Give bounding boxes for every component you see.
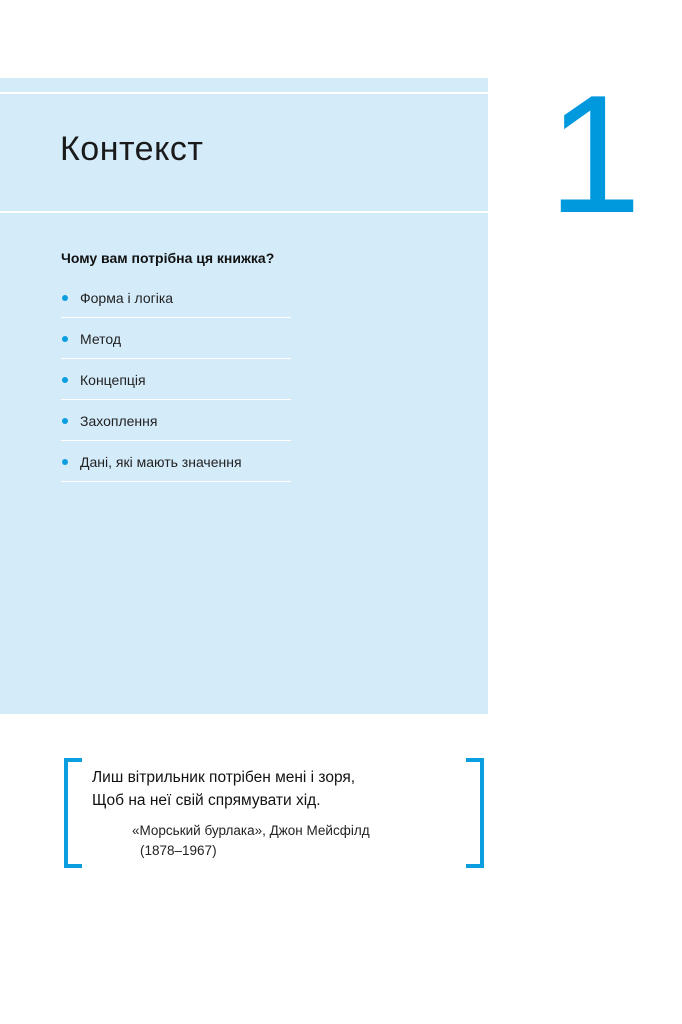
epigraph-line-1: Лиш вітрильник потрібен мені і зоря, xyxy=(92,769,356,786)
bullet-icon xyxy=(62,459,68,465)
list-item-label: Метод xyxy=(80,330,122,347)
right-bracket-icon xyxy=(466,758,484,868)
epigraph-attribution-years: (1878–1967) xyxy=(140,843,217,858)
list-item xyxy=(61,360,291,400)
bullet-icon xyxy=(62,418,68,424)
bullet-icon xyxy=(62,295,68,301)
list-item xyxy=(61,278,291,318)
list-item-label: Форма і логіка xyxy=(80,289,174,306)
list-item-label: Концепція xyxy=(80,371,146,388)
list-item-label: Дані, які мають значення xyxy=(80,453,242,470)
bullet-icon xyxy=(62,377,68,383)
left-bracket-icon xyxy=(64,758,82,868)
list-item xyxy=(61,401,291,441)
epigraph-line-2: Щоб на неї свій спрямувати хід. xyxy=(92,792,321,809)
chapter-title: Контекст xyxy=(60,130,204,168)
panel-top-rule xyxy=(0,92,488,94)
list-item-label: Захоплення xyxy=(80,412,158,429)
chapter-question: Чому вам потрібна ця книжка? xyxy=(61,250,275,266)
chapter-topics-list xyxy=(61,278,291,483)
list-item xyxy=(61,319,291,359)
epigraph-attribution: «Морський бурлака», Джон Мейсфілд xyxy=(132,823,370,838)
chapter-number: 1 xyxy=(548,60,642,248)
chapter-panel xyxy=(0,78,488,714)
list-item xyxy=(61,442,291,482)
panel-title-rule xyxy=(0,211,488,213)
bullet-icon xyxy=(62,336,68,342)
